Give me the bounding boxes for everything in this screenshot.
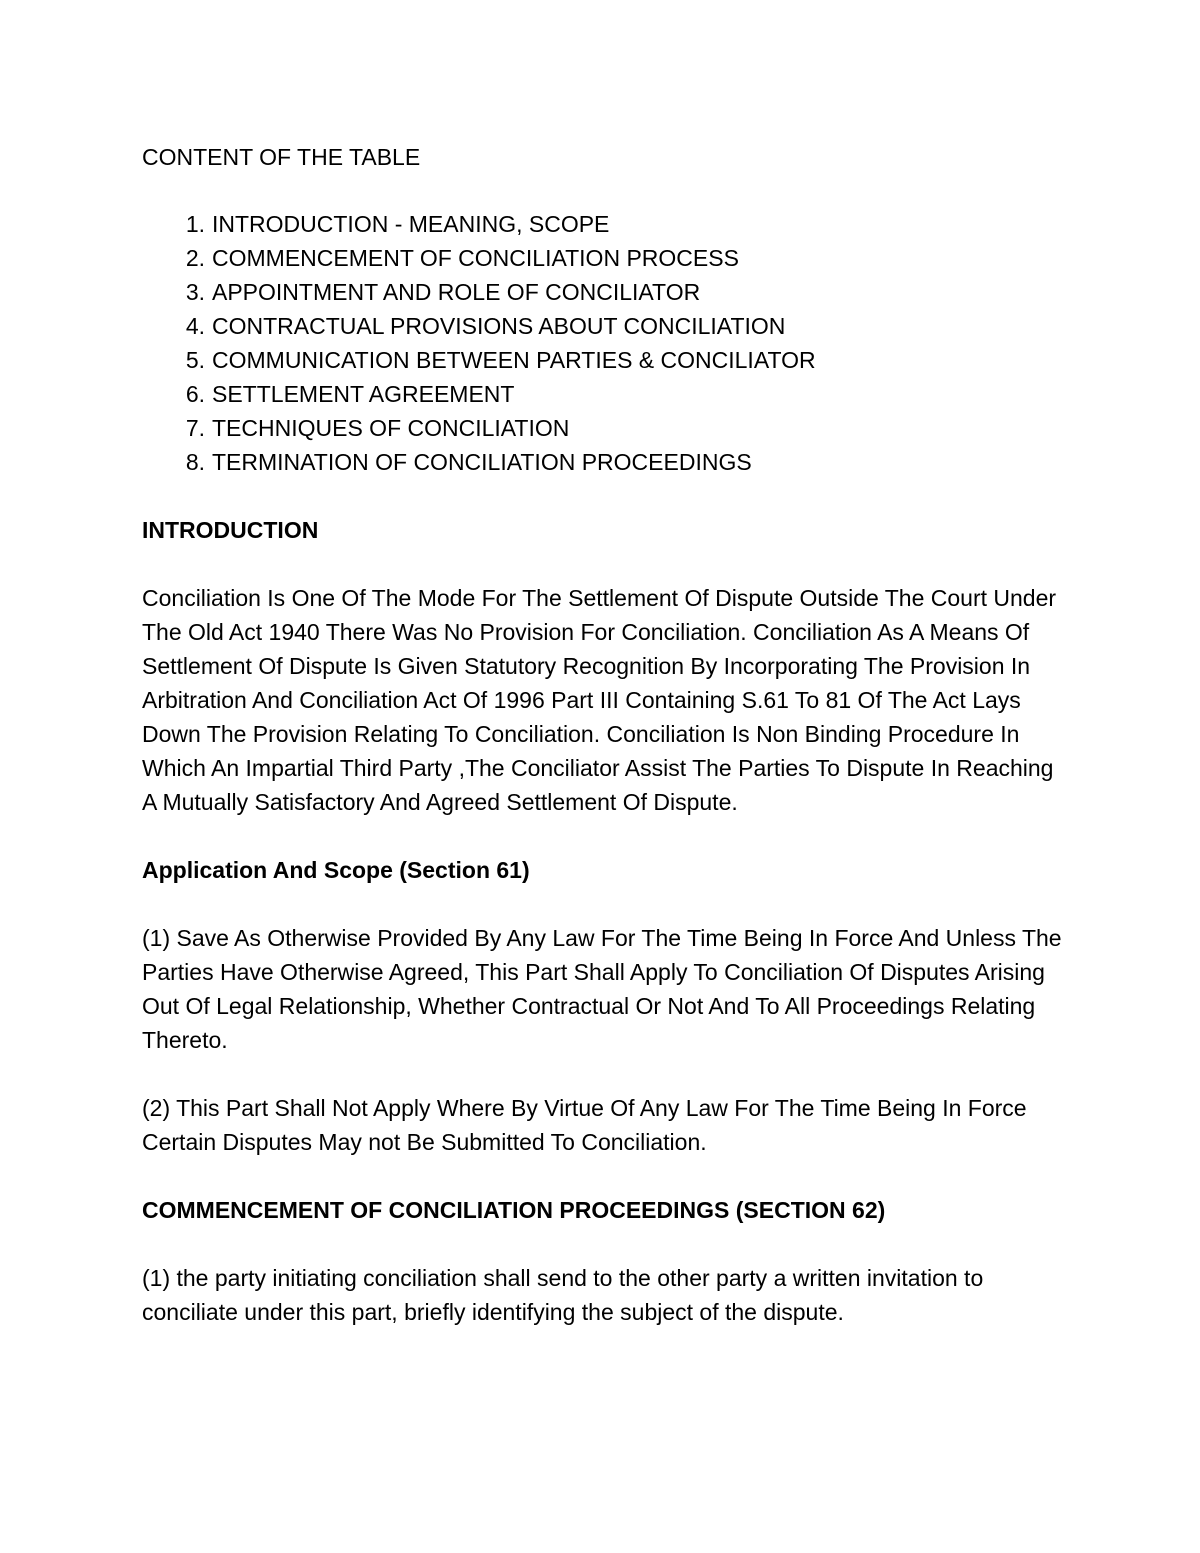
application-heading: Application And Scope (Section 61) xyxy=(142,857,530,883)
toc-item-label: TECHNIQUES OF CONCILIATION xyxy=(212,415,570,441)
toc-item-label: SETTLEMENT AGREEMENT xyxy=(212,381,515,407)
toc-item-label: COMMENCEMENT OF CONCILIATION PROCESS xyxy=(212,245,739,271)
toc-item-label: COMMUNICATION BETWEEN PARTIES & CONCILIATOR xyxy=(212,347,816,373)
toc-item xyxy=(142,377,1072,411)
application-para-1: (1) Save As Otherwise Provided By Any Law For The Time Being In Force And Unless The Parties Have Otherwise Agreed, This Part Shall Apply To Conciliation Of Disputes Arising Out Of Legal Relationship, Whether Contractual Or Not And To All Proceedings Relating Thereto. xyxy=(142,925,1062,1053)
toc-item xyxy=(142,207,1072,241)
toc-item xyxy=(142,275,1072,309)
introduction-body: Conciliation Is One Of The Mode For The Settlement Of Dispute Outside The Court Under The Old Act 1940 There Was No Provision For Conciliation. Conciliation As A Means Of Settlement Of Dispute Is Given Statutory Recognition By Incorporating The Provision In Arbitration And Conciliation Act Of 1996 Part III Containing S.61 To 81 Of The Act Lays Down The Provision Relating To Conciliation. Conciliation Is Non Binding Procedure In Which An Impartial Third Party ,The Conciliator Assist The Parties To Dispute In Reaching A Mutually Satisfactory And Agreed Settlement Of Dispute. xyxy=(142,585,1057,815)
application-para-2: (2) This Part Shall Not Apply Where By Virtue Of Any Law For The Time Being In Force Certain Disputes May not Be Submitted To Conciliation. xyxy=(142,1095,1027,1155)
toc-item xyxy=(142,343,1072,377)
toc-item-number: 2. xyxy=(185,245,205,271)
toc-item-number: 7. xyxy=(185,415,205,441)
toc-item-label: CONTRACTUAL PROVISIONS ABOUT CONCILIATION xyxy=(212,313,786,339)
toc-item-number: 3. xyxy=(185,279,205,305)
toc-item-number: 4. xyxy=(185,313,205,339)
toc-item-label: APPOINTMENT AND ROLE OF CONCILIATOR xyxy=(212,279,701,305)
toc-title: CONTENT OF THE TABLE xyxy=(142,144,421,170)
toc-list xyxy=(142,207,1072,479)
toc-item xyxy=(142,241,1072,275)
commencement-para-1: (1) the party initiating conciliation shall send to the other party a written invitation to conciliate under this part, briefly identifying the subject of the dispute. xyxy=(142,1265,984,1325)
toc-item-number: 8. xyxy=(185,449,205,475)
document-page xyxy=(142,140,1072,1329)
introduction-heading: INTRODUCTION xyxy=(142,517,319,543)
toc-item xyxy=(142,411,1072,445)
toc-item-number: 1. xyxy=(185,211,205,237)
toc-item-number: 6. xyxy=(185,381,205,407)
toc-item xyxy=(142,309,1072,343)
toc-item-label: INTRODUCTION - MEANING, SCOPE xyxy=(212,211,610,237)
toc-item-number: 5. xyxy=(185,347,205,373)
toc-item xyxy=(142,445,1072,479)
commencement-heading: COMMENCEMENT OF CONCILIATION PROCEEDINGS (SECTION 62) xyxy=(142,1197,886,1223)
toc-item-label: TERMINATION OF CONCILIATION PROCEEDINGS xyxy=(212,449,752,475)
